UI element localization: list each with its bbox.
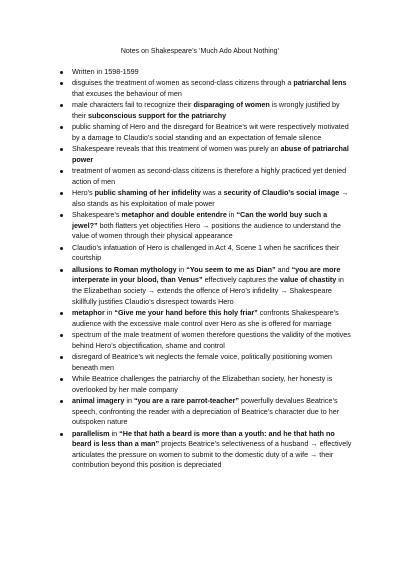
bullet-item bbox=[72, 144, 354, 165]
bullet-dot-icon bbox=[60, 82, 63, 85]
text-segment: and bbox=[275, 264, 292, 274]
text-segment: in bbox=[226, 210, 237, 220]
text-segment: While Beatrice challenges the patriarchy of the Elizabethan society, her honesty is overlooked by her male company bbox=[72, 373, 333, 394]
bullet-item bbox=[72, 352, 354, 373]
bullet-dot-icon bbox=[60, 433, 63, 436]
bold-text: abuse of patriarchal power bbox=[72, 144, 349, 164]
bullet-dot-icon bbox=[60, 126, 63, 129]
bold-text: “You seem to me as Dian” bbox=[186, 264, 276, 274]
bullet-dot-icon bbox=[60, 148, 63, 151]
text-segment: Written in 1598-1599 bbox=[72, 67, 139, 76]
text-segment: both flatters yet objectifies Hero → positions the audience to understand the value of women through their physical appearance bbox=[72, 220, 341, 241]
bullet-dot-icon bbox=[60, 170, 63, 173]
text-segment: disguises the treatment of women as second-class citizens through a bbox=[72, 78, 294, 88]
page-title: Notes on Shakespeare’s ‘Much Ado About Nothing’ bbox=[120, 48, 280, 55]
bold-text: public shaming of her infidelity bbox=[94, 188, 201, 198]
text-segment: male characters fail to recognize their bbox=[72, 100, 194, 110]
bullet-item bbox=[72, 122, 354, 143]
notes-list bbox=[72, 67, 354, 472]
bullet-dot-icon bbox=[60, 334, 63, 337]
bullet-dot-icon bbox=[60, 104, 63, 107]
bullet-item bbox=[72, 188, 354, 209]
bullet-dot-icon bbox=[60, 247, 63, 250]
bullet-item bbox=[72, 67, 354, 78]
bold-text: “you are more interperate in your blood, than Venus” bbox=[72, 264, 341, 285]
bold-text: “Give me your hand before this holy friar” bbox=[114, 308, 258, 318]
text-segment: that excuses the behaviour of men bbox=[72, 88, 182, 98]
text-segment: effectively captures the bbox=[202, 275, 280, 285]
text-segment: powerfully devalues Beatrice’s speech, confronting the reader with a depreciation of Beatrice’s character due to her outspoken nature bbox=[72, 395, 340, 427]
text-segment: Hero’s bbox=[72, 188, 95, 198]
bullet-item bbox=[72, 374, 354, 395]
bullet-item bbox=[72, 429, 354, 471]
bold-text: parallelism bbox=[72, 428, 110, 438]
bold-text: subconscious support for the patriarchy bbox=[87, 110, 227, 120]
text-segment: was a bbox=[200, 188, 224, 198]
text-segment: disregard of Beatrice’s wit neglects the female voice, politically positioning women beneath men bbox=[72, 352, 332, 372]
bullet-item bbox=[72, 330, 354, 351]
bullet-item bbox=[72, 210, 354, 242]
bullet-dot-icon bbox=[60, 71, 63, 74]
text-segment: Shakespeare’s bbox=[72, 210, 122, 220]
text-segment: in bbox=[104, 308, 115, 318]
bold-text: animal imagery bbox=[72, 395, 125, 405]
bullet-item bbox=[72, 308, 354, 329]
bullet-item bbox=[72, 78, 354, 99]
bullet-dot-icon bbox=[60, 400, 63, 403]
text-segment: spectrum of the male treatment of women therefore questions the validity of the motives behind Hero’s objectification, shame and control bbox=[72, 330, 351, 350]
bold-text: allusions to Roman mythology bbox=[72, 264, 177, 274]
bullet-item bbox=[72, 396, 354, 428]
bold-text: patriarchal lens bbox=[293, 78, 347, 88]
bullet-dot-icon bbox=[60, 378, 63, 381]
bold-text: disparaging of women bbox=[193, 100, 270, 110]
text-segment: Shakespeare reveals that this treatment of women was purely an bbox=[72, 144, 281, 154]
text-segment: public shaming of Hero and the disregard for Beatrice’s wit were respectively motivated by a damage to Claudio’s social standing and an expectation of female silence bbox=[72, 122, 349, 142]
text-segment: in bbox=[176, 264, 187, 274]
text-segment: in bbox=[124, 395, 134, 405]
text-segment: treatment of women as second-class citizens is therefore a highly practiced yet denied action of men bbox=[72, 166, 347, 186]
text-segment: projects Beatrice’s selectiveness of a husband → effectively articulates the pressure on women to submit to the domestic duty of a wife → their contribution beyond this position is depreciated bbox=[72, 439, 352, 470]
text-segment: in the Elizabethan society → extends the offence of Hero’s infidelity → Shakespeare skillfully justifies Claudio’s disrespect towards Hero bbox=[72, 275, 344, 306]
text-segment: in bbox=[109, 428, 120, 438]
bold-text: value of chastity bbox=[279, 275, 337, 285]
bullet-item bbox=[72, 100, 354, 121]
text-segment: is wrongly justified by their bbox=[72, 100, 340, 120]
text-segment: Claudio’s infatuation of Hero is challenged in Act 4, Scene 1 when he sacrifices their courtship bbox=[72, 242, 340, 263]
bullet-item bbox=[72, 166, 354, 187]
bullet-item bbox=[72, 243, 354, 264]
text-segment: → also stands as his exploitation of male power bbox=[72, 188, 349, 208]
bold-text: “Can the world buy such a jewel?” bbox=[72, 210, 328, 230]
bullet-dot-icon bbox=[60, 192, 63, 195]
bold-text: metaphor bbox=[72, 308, 105, 318]
bold-text: security of Claudio’s social image bbox=[223, 188, 340, 198]
bullet-dot-icon bbox=[60, 312, 63, 315]
bullet-dot-icon bbox=[60, 214, 63, 217]
bold-text: “He that hath a beard is more than a youth: and he that hath no beard is less than a man” bbox=[72, 428, 335, 449]
bullet-dot-icon bbox=[60, 356, 63, 359]
bold-text: “you are a rare parrot-teacher” bbox=[133, 395, 239, 405]
bold-text: metaphor and double entendre bbox=[121, 210, 227, 220]
bullet-dot-icon bbox=[60, 269, 63, 272]
text-segment: confronts Shakespeare’s audience with the excessive male control over Hero as she is offered for marriage bbox=[72, 308, 339, 328]
bullet-item bbox=[72, 265, 354, 307]
